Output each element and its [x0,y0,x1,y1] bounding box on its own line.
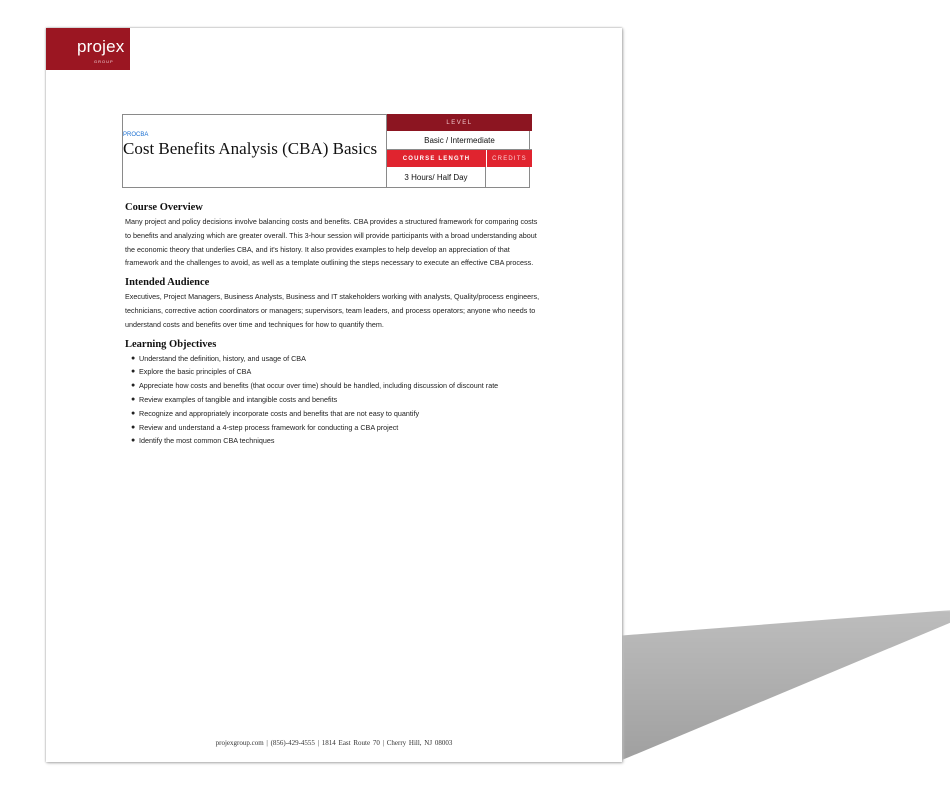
bullet-icon: ● [131,423,136,431]
credits-value [486,167,532,188]
objective-item [131,365,545,379]
objectives-list [125,352,545,449]
logo-text: projex [77,37,125,56]
bullet-icon: ● [131,409,136,417]
projex-logo [46,28,130,70]
course-length-value: 3 Hours/ Half Day [387,167,486,188]
level-value: Basic / Intermediate [387,131,532,150]
audience-heading: Intended Audience [125,277,210,289]
objectives-section [125,339,545,449]
objectives-heading: Learning Objectives [125,338,217,350]
course-header [122,114,530,188]
bullet-icon: ● [131,354,136,362]
course-length-label: COURSE LENGTH [387,150,486,167]
bullet-icon: ● [131,437,136,445]
level-label: LEVEL [387,114,532,131]
page-footer: projexgroup.com | (856)-429-4555 | 1814 East Route 70 | Cherry Hill, NJ 08003 [215,739,453,747]
objective-text: Appreciate how costs and benefits (that occur over time) should be handled, including discussion of discount rate [139,381,499,391]
logo-subtext: GROUP [94,59,114,64]
objective-text: Identify the most common CBA techniques [139,436,275,446]
bullet-icon: ● [131,382,136,390]
course-title: Cost Benefits Analysis (CBA) Basics [123,139,378,158]
page-shadow [622,610,950,760]
objective-item [131,434,545,448]
objective-item [131,421,545,435]
objective-text: Review and understand a 4-step process framework for conducting a CBA project [139,422,399,432]
objective-item [131,407,545,421]
course-info-table [386,114,532,188]
objective-text: Recognize and appropriately incorporate costs and benefits that are not easy to quantify [139,408,420,418]
audience-section [125,277,545,331]
document-page [46,28,622,762]
course-code: PROCBA [123,132,149,138]
objective-item [131,393,545,407]
bullet-icon: ● [131,368,136,376]
objective-item [131,379,545,393]
overview-text: Many project and policy decisions involve balancing costs and benefits. CBA provides a structured framework for comparing costs to benefits and analyzing which are greater overall. This 3-hour session will provide participants with a broad understanding about the economic theory that underlies CBA, and it's history. It also provides examples to help develop an appreciation of that framework and the challenges to avoid, as well as a template outlining the steps necessary to execute an effective CBA process. [125,217,538,268]
objective-text: Review examples of tangible and intangible costs and benefits [139,394,338,404]
bullet-icon: ● [131,395,136,403]
overview-heading: Course Overview [125,202,203,213]
objective-text: Understand the definition, history, and usage of CBA [139,353,306,363]
credits-label: CREDITS [486,150,532,167]
overview-section [125,202,545,270]
audience-text: Executives, Project Managers, Business Analysts, Business and IT stakeholders working with analysts, Quality/process engineers, technicians, corrective action coordinators or managers; supervisors, team leaders, and process operators; anyone who needs to understand costs and benefits over time and techniques for how to quantify them. [125,292,540,329]
course-content [125,202,545,448]
objective-text: Explore the basic principles of CBA [139,367,252,377]
objective-item [131,352,545,366]
